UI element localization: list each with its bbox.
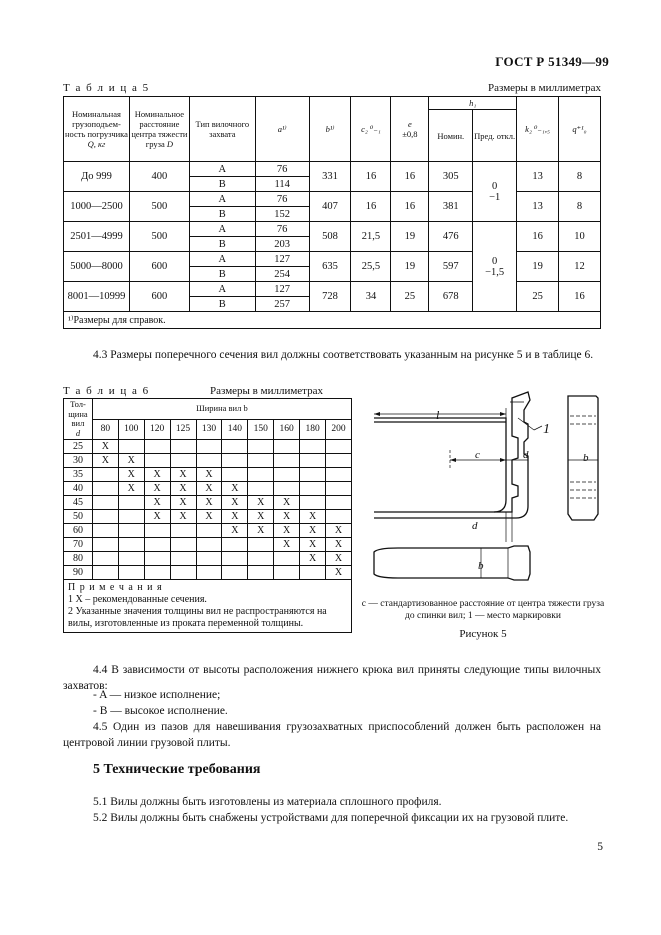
thickness-cell: 80 (64, 552, 93, 566)
mark-cell (326, 510, 352, 524)
paragraph-5-1: 5.1 Вилы должны быть изготовлены из материала сплошного профиля. (93, 796, 442, 808)
mark-cell: X (274, 524, 300, 538)
table-cell: 16 (559, 282, 601, 312)
table5 (63, 96, 601, 329)
col-k2: k₂ ⁰₋₁,₅ (517, 97, 559, 162)
mark-cell: X (170, 496, 196, 510)
notes-title: П р и м е ч а н и я (68, 582, 163, 593)
table5-footnote: ¹⁾Размеры для справок. (64, 312, 601, 329)
mark-cell (92, 482, 118, 496)
table-cell: 16 (391, 162, 429, 192)
mark-cell: X (326, 538, 352, 552)
table-cell: 203 (255, 237, 309, 252)
table-cell: A (189, 192, 255, 207)
table-cell: 635 (309, 252, 351, 282)
mark-cell (92, 468, 118, 482)
mark-cell: X (144, 496, 170, 510)
table-cell: 16 (391, 192, 429, 222)
width-col-header: 180 (300, 419, 326, 440)
table-cell: 25 (391, 282, 429, 312)
mark-cell (196, 552, 222, 566)
fig-label-1: 1 (543, 422, 550, 437)
mark-cell (300, 566, 326, 580)
mark-cell (274, 440, 300, 454)
width-col-header: 140 (222, 419, 248, 440)
table6-caption: Т а б л и ц а 6 (63, 385, 150, 397)
table-cell: 8001—10999 (64, 282, 130, 312)
table-cell: 76 (255, 192, 309, 207)
mark-cell (92, 552, 118, 566)
mark-cell (92, 510, 118, 524)
mark-cell: X (326, 552, 352, 566)
table-cell: 19 (517, 252, 559, 282)
table-cell: 10 (559, 222, 601, 252)
figure5-caption: Рисунок 5 (459, 628, 507, 640)
thickness-cell: 70 (64, 538, 93, 552)
table-cell: 508 (309, 222, 351, 252)
mark-cell: X (222, 496, 248, 510)
mark-cell (144, 538, 170, 552)
mark-cell (170, 552, 196, 566)
paragraph-5-2: 5.2 Вилы должны быть снабжены устройствами для поперечной фиксации их на грузовой плите. (93, 812, 569, 824)
width-col-header: 150 (248, 419, 274, 440)
mark-cell (118, 524, 144, 538)
col-b: b¹⁾ (309, 97, 351, 162)
mark-cell: X (248, 510, 274, 524)
col-distance: Номинальное расстояние центра тяжести груза D (129, 97, 189, 162)
fig-label-b: b (583, 452, 589, 464)
table-cell: 2501—4999 (64, 222, 130, 252)
mark-cell: X (118, 468, 144, 482)
table-cell: A (189, 222, 255, 237)
table-cell: 13 (517, 162, 559, 192)
table-cell: B (189, 267, 255, 282)
mark-cell (196, 454, 222, 468)
table-cell: A (189, 282, 255, 297)
mark-cell: X (196, 496, 222, 510)
table-cell: 114 (255, 177, 309, 192)
mark-cell (196, 538, 222, 552)
table-cell: A (189, 162, 255, 177)
thickness-cell: 30 (64, 454, 93, 468)
table-cell: 400 (129, 162, 189, 192)
width-col-header: 130 (196, 419, 222, 440)
fig-label-d2: d (472, 520, 478, 532)
mark-cell: X (118, 454, 144, 468)
table-cell: 5000—8000 (64, 252, 130, 282)
table-cell: 8 (559, 192, 601, 222)
table-cell: A (189, 252, 255, 267)
thickness-cell: 35 (64, 468, 93, 482)
note-1: 1 X – рекомендованные сечения. (68, 594, 207, 605)
mark-cell (196, 566, 222, 580)
mark-cell: X (274, 510, 300, 524)
col-c2: c₂ ⁰₋₁ (351, 97, 391, 162)
fig-label-l: l (436, 408, 440, 422)
mark-cell (196, 440, 222, 454)
mark-cell (222, 468, 248, 482)
table6 (63, 398, 352, 633)
mark-cell (144, 440, 170, 454)
table-cell: B (189, 297, 255, 312)
mark-cell (118, 440, 144, 454)
mark-cell: X (196, 468, 222, 482)
mark-cell: X (300, 538, 326, 552)
figure5-legend: c — стандартизованное расстояние от центра тяжести груза до спинки вил; 1 — место маркировки (361, 599, 605, 621)
table-cell: 152 (255, 207, 309, 222)
table-cell: 16 (351, 192, 391, 222)
table-cell: 476 (429, 222, 473, 252)
mark-cell: X (144, 510, 170, 524)
mark-cell: X (274, 496, 300, 510)
mark-cell (326, 454, 352, 468)
mark-cell (274, 552, 300, 566)
mark-cell: X (92, 454, 118, 468)
col-q: q⁺¹₀ (559, 97, 601, 162)
mark-cell: X (144, 468, 170, 482)
mark-cell: X (222, 510, 248, 524)
table-cell: 8 (559, 162, 601, 192)
mark-cell (170, 440, 196, 454)
thickness-cell: 45 (64, 496, 93, 510)
mark-cell: X (248, 496, 274, 510)
thickness-cell: 90 (64, 566, 93, 580)
mark-cell (196, 524, 222, 538)
table5-units: Размеры в миллиметрах (488, 82, 601, 94)
mark-cell (248, 538, 274, 552)
mark-cell: X (300, 510, 326, 524)
mark-cell: X (144, 482, 170, 496)
mark-cell (326, 468, 352, 482)
table-row (64, 440, 352, 454)
mark-cell (248, 468, 274, 482)
mark-cell (300, 454, 326, 468)
mark-cell: X (274, 538, 300, 552)
table-cell: 127 (255, 282, 309, 297)
table-cell: 257 (255, 297, 309, 312)
table-cell: 1000—2500 (64, 192, 130, 222)
table-cell: 728 (309, 282, 351, 312)
width-col-header: 100 (118, 419, 144, 440)
table6-units: Размеры в миллиметрах (210, 385, 323, 397)
table6-notes (64, 580, 352, 633)
paragraph-4-5: 4.5 Один из пазов для навешивания грузозахватных приспособлений должен быть расположен на центровой линии грузовой плиты. (63, 721, 601, 749)
mark-cell (118, 566, 144, 580)
table-cell: 34 (351, 282, 391, 312)
table-row (64, 524, 352, 538)
mark-cell: X (196, 482, 222, 496)
table-cell: 500 (129, 192, 189, 222)
table-row (64, 552, 352, 566)
table-cell: 305 (429, 162, 473, 192)
mark-cell: X (248, 524, 274, 538)
table-cell: 25,5 (351, 252, 391, 282)
mark-cell (248, 440, 274, 454)
table-cell: 381 (429, 192, 473, 222)
paragraph-4-4: 4.4 В зависимости от высоты расположения нижнего крюка вил приняты следующие типы вилочных захватов: (63, 664, 601, 692)
mark-cell (300, 468, 326, 482)
width-col-header: 200 (326, 419, 352, 440)
mark-cell (326, 496, 352, 510)
mark-cell (144, 566, 170, 580)
table-cell: B (189, 207, 255, 222)
mark-cell (274, 454, 300, 468)
table-cell: 407 (309, 192, 351, 222)
table-row (64, 538, 352, 552)
mark-cell: X (326, 524, 352, 538)
mark-cell (326, 440, 352, 454)
mark-cell (222, 566, 248, 580)
table5-caption: Т а б л и ц а 5 (63, 82, 150, 94)
note-2: 2 Указанные значения толщины вил не распространяются на вилы, изготовленные из проката переменной толщины. (68, 606, 327, 629)
col-a: a¹⁾ (255, 97, 309, 162)
mark-cell: X (92, 440, 118, 454)
col-capacity: Номинальная грузоподъем-ность погрузчика Q, кг (64, 97, 130, 162)
mark-cell (274, 482, 300, 496)
table-cell: 678 (429, 282, 473, 312)
table-cell: 16 (517, 222, 559, 252)
mark-cell: X (300, 552, 326, 566)
table-cell: 19 (391, 222, 429, 252)
mark-cell (170, 566, 196, 580)
mark-cell (222, 538, 248, 552)
mark-cell (92, 496, 118, 510)
mark-cell (170, 454, 196, 468)
table-cell: 0 −1 (473, 162, 517, 222)
mark-cell (300, 482, 326, 496)
table-cell: 12 (559, 252, 601, 282)
mark-cell: X (170, 468, 196, 482)
table-cell: 254 (255, 267, 309, 282)
table-cell: 127 (255, 252, 309, 267)
table-cell: 25 (517, 282, 559, 312)
mark-cell: X (326, 566, 352, 580)
mark-cell (118, 496, 144, 510)
section-5-heading: 5 Технические требования (93, 762, 261, 777)
mark-cell (170, 524, 196, 538)
doc-code: ГОСТ Р 51349—99 (495, 54, 609, 69)
mark-cell (248, 482, 274, 496)
mark-cell (222, 454, 248, 468)
paragraph-4-3: 4.3 Размеры поперечного сечения вил должны соответствовать указанным на рисунке 5 и в таблице 6. (93, 349, 594, 361)
mark-cell (300, 440, 326, 454)
col-h1-nom: Номин. (429, 110, 473, 162)
thickness-cell: 50 (64, 510, 93, 524)
table-cell: B (189, 237, 255, 252)
mark-cell (300, 496, 326, 510)
table-cell: 76 (255, 162, 309, 177)
table-cell: 331 (309, 162, 351, 192)
table-cell: 13 (517, 192, 559, 222)
mark-cell (92, 524, 118, 538)
table-row (64, 496, 352, 510)
table-cell: B (189, 177, 255, 192)
mark-cell (144, 454, 170, 468)
mark-cell (222, 552, 248, 566)
mark-cell (170, 538, 196, 552)
table-cell: 597 (429, 252, 473, 282)
table-cell: 600 (129, 252, 189, 282)
width-col-header: 125 (170, 419, 196, 440)
mark-cell (144, 552, 170, 566)
mark-cell: X (300, 524, 326, 538)
mark-cell: X (196, 510, 222, 524)
thickness-cell: 25 (64, 440, 93, 454)
mark-cell: X (222, 482, 248, 496)
table-row (64, 468, 352, 482)
table-row (64, 510, 352, 524)
table-cell: До 999 (64, 162, 130, 192)
width-col-header: 120 (144, 419, 170, 440)
table-cell: 500 (129, 222, 189, 252)
mark-cell (274, 468, 300, 482)
table-cell: 16 (351, 162, 391, 192)
mark-cell (274, 566, 300, 580)
mark-cell (118, 552, 144, 566)
mark-cell: X (222, 524, 248, 538)
col-h1-dev: Пред. откл. (473, 110, 517, 162)
col-thickness: Тол-щина вил d (64, 399, 93, 440)
table-cell: 76 (255, 222, 309, 237)
table-cell: 0 −1,5 (473, 222, 517, 312)
width-col-header: 160 (274, 419, 300, 440)
mark-cell (248, 454, 274, 468)
col-width: Ширина вил b (92, 399, 351, 420)
page-number: 5 (597, 841, 603, 853)
col-e: e ±0,8 (391, 97, 429, 162)
table-cell: 19 (391, 252, 429, 282)
thickness-cell: 40 (64, 482, 93, 496)
width-col-header: 80 (92, 419, 118, 440)
mark-cell (118, 510, 144, 524)
paragraph-4-4-b: - B — высокое исполнение. (93, 705, 228, 717)
mark-cell (222, 440, 248, 454)
mark-cell (326, 482, 352, 496)
fig-label-c: c (475, 449, 480, 461)
mark-cell (248, 566, 274, 580)
mark-cell: X (170, 510, 196, 524)
paragraph-4-4-a: - A — низкое исполнение; (93, 689, 221, 701)
mark-cell (144, 524, 170, 538)
col-fork-type: Тип вилочного захвата (189, 97, 255, 162)
mark-cell: X (118, 482, 144, 496)
table-row (64, 454, 352, 468)
mark-cell (248, 552, 274, 566)
table-cell: 600 (129, 282, 189, 312)
fig-label-d: d (523, 449, 529, 461)
mark-cell (118, 538, 144, 552)
table-row (64, 482, 352, 496)
col-h1: h₁ (429, 97, 517, 110)
mark-cell (92, 566, 118, 580)
fig-label-b2: b (478, 560, 484, 572)
table-cell: 21,5 (351, 222, 391, 252)
table-row (64, 566, 352, 580)
thickness-cell: 60 (64, 524, 93, 538)
mark-cell: X (170, 482, 196, 496)
mark-cell (92, 538, 118, 552)
